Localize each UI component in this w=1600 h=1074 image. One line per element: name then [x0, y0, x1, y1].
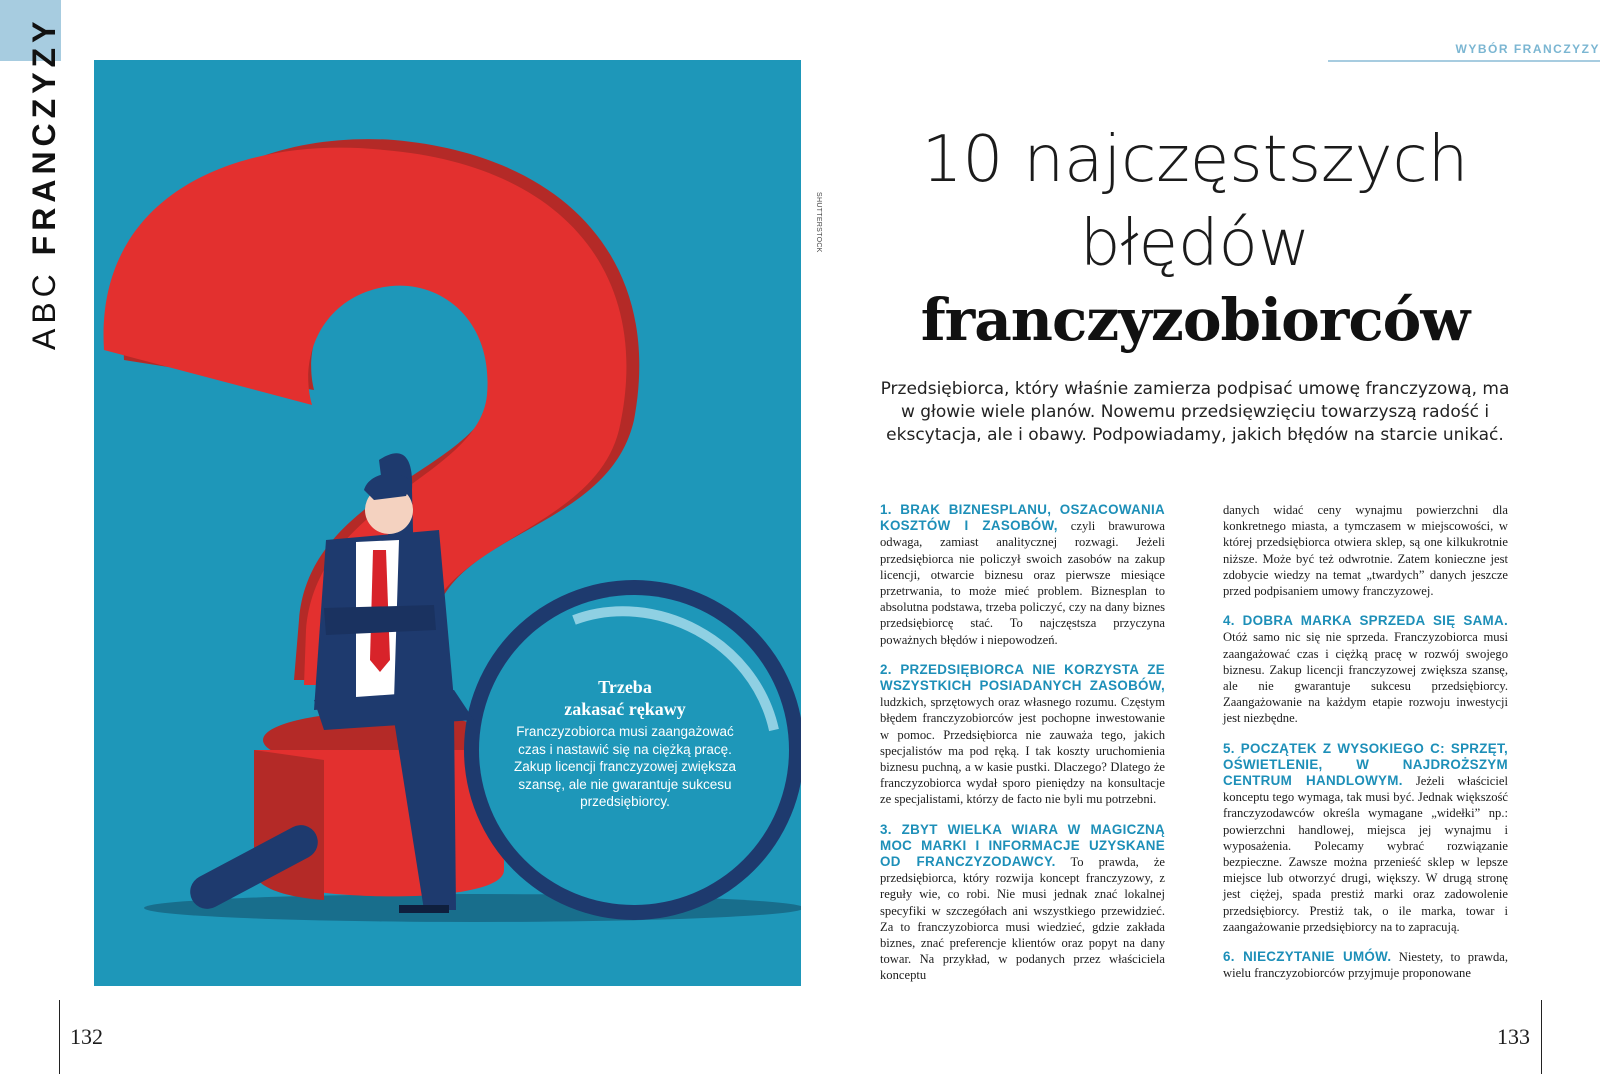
running-head-text: WYBÓR FRANCZYZY [1455, 42, 1600, 56]
paragraph [1223, 949, 1508, 981]
paragraph-heading: 3. ZBYT WIELKA WIARA W MAGICZNĄ MOC MARKI I INFORMACJE UZYSKANE OD FRANCZYZODAWCY. [880, 821, 1165, 870]
title-line-1: 10 najczęstszych [921, 123, 1469, 197]
running-head-rule [1328, 60, 1600, 62]
section-label [24, 17, 64, 350]
question-mark-illustration [94, 60, 801, 986]
paragraph-heading: 6. NIECZYTANIE UMÓW. [1223, 949, 1392, 965]
paragraph-heading: 4. DOBRA MARKA SPRZEDA SIĘ SAMA. [1223, 613, 1508, 629]
paragraph [1223, 741, 1508, 935]
paragraph [1223, 502, 1508, 599]
article-lead: Przedsiębiorca, który właśnie zamierza podpisać umowę franczyzową, ma w głowie wiele planów. Nowemu przedsięwzięciu towarzyszą radość i ekscytacja, ale i obawy. Podpowiadamy, jakich błędów na starcie unikać. [880, 379, 1510, 445]
paragraph-heading: 5. POCZĄTEK Z WYSOKIEGO C: SPRZĘT, OŚWIETLENIE, W NAJDROŻSZYM CENTRUM HANDLOWYM. [1223, 740, 1508, 789]
page-number-right: 133 [1497, 1024, 1530, 1049]
page-number-left: 132 [70, 1024, 103, 1049]
paragraph-text: Niestety, to prawda, wielu franczyzobiorców przyjmuje proponowane [1223, 950, 1508, 981]
paragraph-heading: 2. PRZEDSIĘBIORCA NIE KORZYSTA ZE WSZYSTKICH POSIADANYCH ZASOBÓW, [880, 661, 1165, 694]
illustration [94, 60, 801, 986]
paragraph-text: Jeżeli właściciel konceptu tego wymaga, tak musi być. Jednak większość franczyzodawców określa wymagane „widełki” np.: powierzchni handlowej, miejsca jej wynajmu i wyposażenia. Polecamy wybrać rozwiązanie bezpieczne. Zawsze można przenieść sklep w lepsze miejsce lub otworzyć drugi, większy. W drugą stronę jest ciężej, spada prestiż marki oraz zadowolenie przedsiębiorcy. Prestiż tak, o ile marka, towar i zaangażowanie przedsiębiorcy na to zapracują. [1223, 774, 1508, 934]
paragraph [1223, 613, 1508, 726]
caption-text: Franczyzobiorca musi zaangażować czas i nastawić się na ciężką pracę. Zakup licencji franczyzowej zwiększa szansę, ale nie gwarantuje sukcesu przedsiębiorcy. [513, 724, 737, 809]
paragraph-text: Otóż samo nic się nie sprzeda. Franczyzobiorca musi zaangażować czas i ciężką pracę w rozwój swojego biznesu. Zakup licencji franczyzowej zwiększa szansę, ale nie gwarantuje sukcesu przedsiębiorcy. Zaangażowanie na każdym etapie rozwoju inwestycji jest niezbędne. [1223, 630, 1508, 726]
paragraph-heading: 1. BRAK BIZNESPLANU, OSZACOWANIA KOSZTÓW I ZASOBÓW, [880, 502, 1165, 534]
text-column-2 [1223, 502, 1508, 995]
photo-credit: SHUTTERSTOCK [815, 192, 822, 253]
caption-title-line-1: Trzeba [598, 677, 652, 697]
paragraph-text: To prawda, że przedsiębiorca, który rozwija koncept franczyzowy, z reguły wie, co robi. Nie musi jednak znać lokalnej specyfiki w szczegółach ani wszystkiego przewidzieć. Za to franczyzobiorca musi wiedzieć, gdzie zakłada biznes, znać preferencje klientów oraz popyt na dany towar. Na przykład, w podanych przez właściciela konceptu [880, 855, 1166, 983]
paragraph [880, 822, 1165, 984]
page-rule-right [1541, 1000, 1542, 1074]
text-column-1 [880, 502, 1165, 998]
paragraph [880, 662, 1165, 808]
paragraph-text: ludzkich, sprzętowych oraz własnego rozumu. Częstym błędem franczyzobiorców jest pochopne inwestowanie w pomoc. Przedsiębiorca nie zauważa tego, jakich specjalistów ma pod ręką. I tak koszty uruchomienia biznesu puchną, a w kasie pustki. Dlaczego? Dlatego że franczyzobiorca wydał sporo pieniędzy na konsultacje ze specjalistami, którzy de facto nie byli mu potrzebni. [880, 695, 1165, 807]
page-rule-left [59, 1000, 60, 1074]
article-title-light [870, 118, 1520, 286]
man-arms [324, 605, 436, 635]
section-label-bold: FRANCZYZY [26, 16, 62, 256]
man-hair [364, 474, 412, 500]
man-shoes [399, 905, 449, 913]
paragraph-text: danych widać ceny wynajmu powierzchni dla konkretnego miasta, a tymczasem w miejscowości, w której przedsiębiorca otwiera sklep, są one kilkukrotnie niższe. Może być też odwrotnie. Zatem konieczne jest zdobycie wiedzy na temat „twardych” danych jeszcze przed podpisaniem umowy franczyzowej. [1223, 503, 1508, 599]
article-title-bold: franczyzobiorców [920, 286, 1470, 354]
section-label-light: ABC [26, 269, 62, 350]
running-head [1328, 40, 1600, 58]
paragraph [880, 502, 1165, 648]
caption-box [505, 676, 745, 811]
title-line-2: błędów [1079, 207, 1311, 281]
caption-title-line-2: zakasać rękawy [564, 699, 686, 719]
paragraph-text: czyli brawurowa odwaga, zamiast analitycznej rozwagi. Jeżeli przedsiębiorca nie policzył swoich zasobów na zakup licencji, otwarcie biznesu oraz pierwsze miesiące przetrwania, to może mieć problem. Biznesplan to absolutna podstawa, trzeba policzyć, czy na dany biznes przedsiębiorcę stać. To najczęstsza przyczyna poważnych błędów i niepowodzeń. [880, 519, 1165, 647]
